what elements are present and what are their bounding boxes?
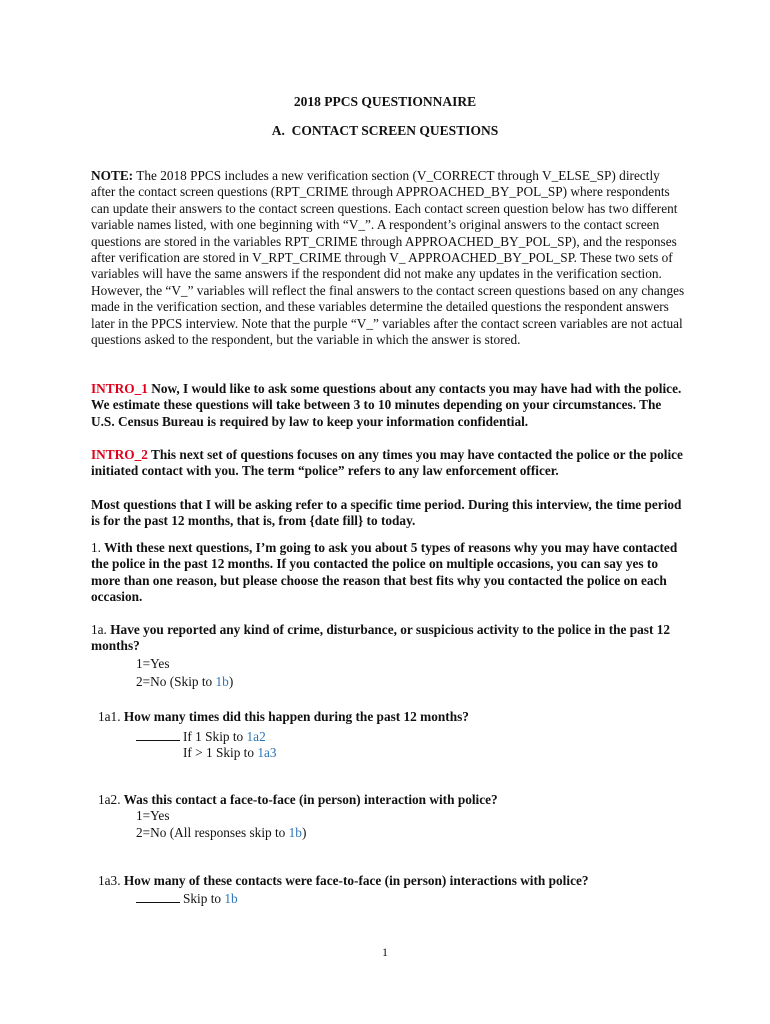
page-number: 1 xyxy=(382,945,388,959)
q1a2-option-yes: 1=Yes xyxy=(136,808,170,823)
q1a2-option-no: 2=No (All responses skip to 1b) xyxy=(136,825,307,840)
q1a1-skip-line-1: If 1 Skip to 1a2 xyxy=(136,728,266,745)
intro-2-label: INTRO_2 xyxy=(91,447,148,462)
question-1a1-number: 1a1. xyxy=(98,709,121,724)
question-1a2 xyxy=(98,792,498,808)
note-text: The 2018 PPCS includes a new verification section (V_CORRECT through V_ELSE_SP) directly after the contact screen questions (RPT_CRIME through APPROACHED_BY_POL_SP) where respondents can update their answers to the contact screen questions. Each contact screen question below has two different variable names listed, with one beginning with “V_”. A respondent’s original answers to the contact screen questions are stored in the variables RPT_CRIME through APPROACHED_BY_POL_SP), and the responses after verification are stored in V_RPT_CRIME through V_ APPROACHED_BY_POL_SP. These two sets of variables will have the same answers if the respondent did not make any updates in the verification section. However, the “V_” variables will reflect the final answers to the contact screen questions based on any changes made in the verification section, and these variables determine the detailed questions the respondent answers later in the PPCS interview. Note that the purple “V_” variables after the contact screen variables are not actual questions asked to the respondent, but the variable in which the answer is stored. xyxy=(91,168,685,348)
skip-link-1b[interactable]: 1b xyxy=(288,825,302,840)
question-1a2-text: Was this contact a face-to-face (in person) interaction with police? xyxy=(120,792,498,807)
question-1-text: With these next questions, I’m going to ask you about 5 types of reasons why you may have contacted the police in the past 12 months. If you contacted the police on multiple occasions, you can say yes to more than one reason, but please choose the reason that best fits why you contacted the police on each occasion. xyxy=(91,540,678,605)
note-label: NOTE: xyxy=(91,168,134,183)
section-letter: A. xyxy=(271,123,285,138)
skip-link-1a3[interactable]: 1a3 xyxy=(257,745,277,760)
note-paragraph xyxy=(91,168,687,348)
intro-1-label: INTRO_1 xyxy=(91,381,148,396)
question-1a-number: 1a. xyxy=(91,622,107,637)
answer-blank xyxy=(136,728,180,741)
question-1a3-number: 1a3. xyxy=(98,873,121,888)
question-1a1 xyxy=(98,709,469,725)
question-1-number: 1. xyxy=(91,540,101,555)
skip-link-1a2[interactable]: 1a2 xyxy=(246,729,266,744)
question-1a3 xyxy=(98,873,589,889)
question-1a3-text: How many of these contacts were face-to-face (in person) interactions with police? xyxy=(120,873,589,888)
skip-link-1b[interactable]: 1b xyxy=(215,674,229,689)
answer-blank xyxy=(136,890,180,903)
time-period-paragraph: Most questions that I will be asking refer to a specific time period. During this interview, the time period is for the past 12 months, that is, from {date fill} to today. xyxy=(91,497,682,529)
intro-1-text: Now, I would like to ask some questions about any contacts you may have had with the police. We estimate these questions will take between 3 to 10 minutes depending on your circumstances. The U.S. Census Bureau is required by law to keep your information confidential. xyxy=(91,381,682,429)
q1a3-skip-line: Skip to 1b xyxy=(136,890,238,907)
question-1a-text: Have you reported any kind of crime, disturbance, or suspicious activity to the police in the past 12 months? xyxy=(91,622,671,654)
intro-2-text: This next set of questions focuses on any times you may have contacted the police or the police initiated contact with you. The term “police” refers to any law enforcement officer. xyxy=(91,447,683,479)
intro-1-paragraph xyxy=(91,381,687,430)
intro-2-paragraph xyxy=(91,447,687,480)
section-heading xyxy=(0,123,770,139)
q1a-option-yes: 1=Yes xyxy=(136,656,170,671)
question-1a xyxy=(91,622,687,655)
question-1a1-text: How many times did this happen during the past 12 months? xyxy=(120,709,469,724)
question-1 xyxy=(91,540,687,606)
question-1a2-number: 1a2. xyxy=(98,792,121,807)
skip-link-1b[interactable]: 1b xyxy=(224,891,238,906)
document-title: 2018 PPCS QUESTIONNAIRE xyxy=(293,94,477,109)
q1a-option-no: 2=No (Skip to 1b) xyxy=(136,674,234,689)
section-title: CONTACT SCREEN QUESTIONS xyxy=(291,123,499,138)
q1a1-skip-line-2: If > 1 Skip to 1a3 xyxy=(183,745,277,760)
